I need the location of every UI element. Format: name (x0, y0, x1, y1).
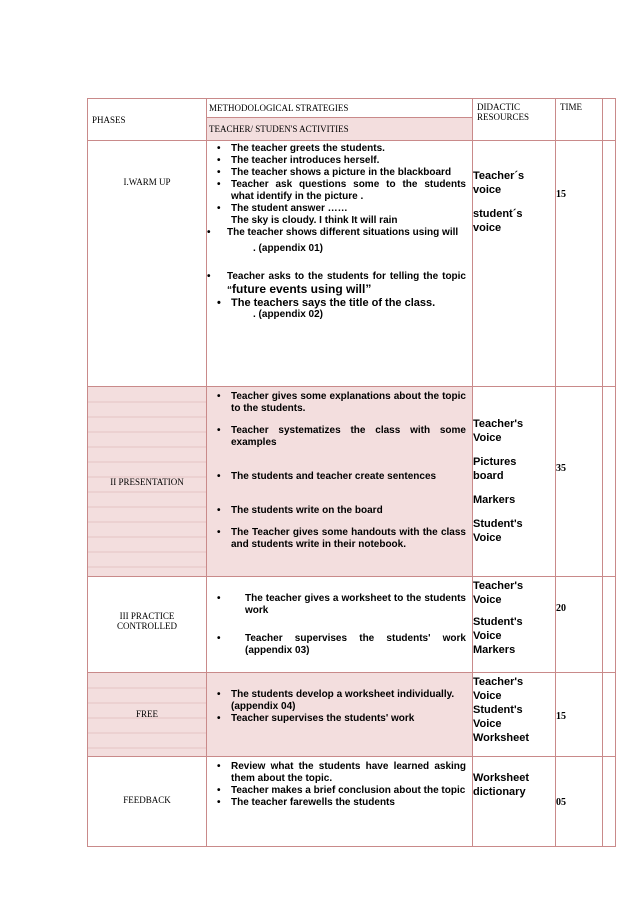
header-time (556, 99, 603, 141)
list-item: • Teacher makes a brief conclusion about the topic (207, 785, 466, 797)
time-value: 15 (556, 711, 566, 722)
spacer (603, 141, 616, 387)
list-item: • The Teacher gives some handouts with the class and students write in their notebook. (207, 527, 466, 551)
list-item: • Teacher supervises the students' work (appendix 03) (207, 633, 466, 657)
resource-item: Teacher's (473, 676, 524, 688)
phase-warmup-label: I.WARM UP (123, 177, 171, 187)
resource-item: Worksheet (473, 732, 530, 744)
time-label: TIME (560, 102, 582, 112)
time-warmup (556, 141, 603, 387)
phase-free (88, 673, 207, 757)
resource-item: Markers (473, 494, 516, 506)
header-phases-label: PHASES (92, 114, 126, 125)
list-item: • Teacher systematizes the class with some examples (207, 425, 466, 449)
resource-item: voice (473, 184, 502, 196)
resource-item: Markers (473, 644, 516, 656)
resource-item: board (473, 470, 504, 482)
resource-item: Student's (473, 518, 523, 530)
activities-label: TEACHER/ STUDEN'S ACTIVITIES (207, 118, 472, 140)
resource-item: Voice (473, 594, 502, 606)
resource-item: student´s (473, 208, 523, 220)
student-answer: The student answer …… (231, 203, 348, 214)
resources-presentation (473, 387, 556, 577)
bullet: • (217, 297, 221, 309)
list-item: • The students write on the board (207, 505, 466, 517)
spacer (603, 757, 616, 847)
time-presentation (556, 387, 603, 577)
appendix-02: . (appendix 02) (253, 309, 324, 320)
list-item (207, 297, 472, 321)
phase-presentation (88, 387, 207, 577)
resources-practice (473, 577, 556, 673)
lesson-plan-table (87, 98, 616, 847)
phase-free-label: FREE (135, 709, 158, 719)
resources-label-1: DIDACTIC (477, 102, 520, 112)
resource-item: Worksheet (473, 772, 530, 784)
time-value: 35 (556, 463, 566, 474)
list-item (207, 689, 466, 713)
list-item (207, 227, 472, 255)
list-item: • Review what the students have learned asking them about the topic. (207, 761, 466, 785)
list-item: • The teacher introduces herself. (207, 155, 466, 167)
activities-free (207, 673, 473, 757)
activities-presentation (207, 387, 473, 577)
resource-item: Voice (473, 432, 502, 444)
resource-item: Student's (473, 704, 523, 716)
row-free (88, 673, 616, 757)
activities-feedback (207, 757, 473, 847)
list-item (207, 271, 472, 297)
topic-title: future events using will” (232, 282, 372, 296)
list-item: • The teacher farewells the students (207, 797, 466, 809)
appendix-01: . (appendix 01) (253, 243, 324, 254)
resource-item: Voice (473, 690, 502, 702)
list-item: • The students and teacher create sentences (207, 471, 466, 483)
resource-item: dictionary (473, 786, 526, 798)
activity-topic: Teacher asks to the students for telling the topic “ (227, 271, 466, 296)
time-value: 05 (556, 797, 566, 808)
resource-item: Student's (473, 616, 523, 628)
time-feedback (556, 757, 603, 847)
time-free (556, 673, 603, 757)
header-resources (473, 99, 556, 141)
resource-item: Pictures (473, 456, 517, 468)
time-value: 20 (556, 603, 566, 614)
phase-practice-label-1: III PRACTICE (119, 611, 175, 621)
row-practice (88, 577, 616, 673)
header-row (88, 99, 616, 141)
phase-presentation-label: II PRESENTATION (110, 476, 184, 487)
phase-practice-label-2: CONTROLLED (117, 621, 177, 631)
row-feedback (88, 757, 616, 847)
appendix-04: (appendix 04) (231, 701, 296, 712)
resources-free (473, 673, 556, 757)
phase-warmup (88, 141, 207, 387)
time-practice (556, 577, 603, 673)
activities-warmup (207, 141, 473, 387)
bullet: • (207, 227, 211, 238)
phase-feedback-label: FEEDBACK (123, 795, 171, 805)
list-item: • The teacher gives a worksheet to the students work (207, 593, 466, 617)
time-value: 15 (556, 189, 566, 200)
bullet: • (207, 271, 211, 282)
spacer (603, 387, 616, 577)
spacer (603, 577, 616, 673)
phase-feedback (88, 757, 207, 847)
activity-worksheet: The students develop a worksheet individually. (231, 689, 455, 700)
phase-practice (88, 577, 207, 673)
resource-item: Voice (473, 630, 502, 642)
resource-item: Voice (473, 718, 502, 730)
list-item: • The teacher shows a picture in the blackboard (207, 167, 466, 179)
resources-label-2: RESOURCES (477, 112, 530, 122)
activities-practice (207, 577, 473, 673)
strategies-label: METHODOLOGICAL STRATEGIES (207, 99, 472, 118)
resource-item: Teacher's (473, 580, 524, 592)
resources-warmup (473, 141, 556, 387)
header-spacer (603, 99, 616, 141)
row-warmup (88, 141, 616, 387)
resource-item: Voice (473, 532, 502, 544)
row-presentation (88, 387, 616, 577)
list-item: • Teacher gives some explanations about the topic to the students. (207, 391, 466, 415)
resource-item: Teacher´s (473, 170, 525, 182)
list-item: • Teacher ask questions some to the students what identify in the picture . (207, 179, 466, 203)
header-strategies (207, 99, 473, 141)
list-item (207, 203, 466, 227)
spacer (603, 673, 616, 757)
list-item: • Teacher supervises the students' work (207, 713, 466, 725)
list-item: • The teacher greets the students. (207, 143, 466, 155)
student-answer-example: The sky is cloudy. I think It will rain (231, 215, 398, 226)
activity-title: The teachers says the title of the class. (231, 297, 436, 309)
resource-item: Teacher's (473, 418, 524, 430)
header-phases (88, 99, 207, 141)
resource-item: voice (473, 222, 502, 234)
activity-situations: The teacher shows different situations using will (227, 227, 459, 238)
resources-feedback (473, 757, 556, 847)
